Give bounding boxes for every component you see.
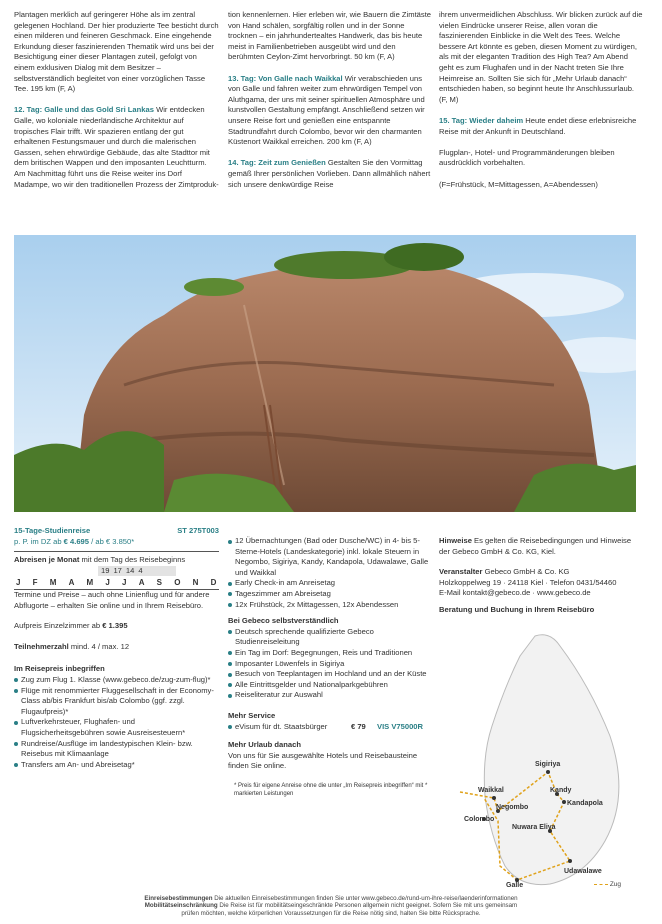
single-price: € 1.395 [102,621,128,631]
footer-line-3: prüfen möchten, welche körperlichen Voraussetzungen für die Reise nötig sind, halten Sie bitte Rücksprache. [181,909,481,917]
hint-text: Es gelten die Reisebedingungen und Hinweise der Gebeco GmbH & Co. KG, Kiel. [439,536,632,556]
itinerary-column-1 [14,10,219,201]
day15-paragraph [439,116,644,137]
list-item: 12x Frühstück, 2x Mittagessen, 12x Abendessen [228,600,433,611]
place-label: Galle [506,882,524,889]
day12-title: 12. Tag: Galle und das Gold Sri Lankas [14,105,154,115]
trip-name: 15-Tage-Studienreise [14,526,91,535]
route-map [440,626,640,889]
price-prefix: p. P. im DZ ab [14,536,64,546]
day12-continued: tion kennenlernen. Hier erleben wir, wie Bauern die Zimtäste von Hand schälen, sorgfältig rollen und in der Sonne trocknen – ein jahrhundertealtes Handwerk, das bis heute meist in Familienbetrieben ausgeübt wird und den berühmten Ceylon-Zimt hervorbringt. 50 km (F, A) [228,10,432,62]
day15-title: 15. Tag: Wieder daheim [439,115,524,125]
visa-text: eVisum für dt. Staatsbürger [235,721,328,731]
day13-paragraph [228,74,433,148]
month: J [16,578,21,588]
island-outline [484,635,619,885]
day14-text: Gestalten Sie den Vormittag gemäß Ihrer persönlichen Vorlieben. Dann allmählich nähert sich unsere denkwürdige Reise [228,158,431,189]
place-label: Nuwara Eliya [512,824,556,831]
list-item: 12 Übernachtungen (Bad oder Dusche/WC) in 4- bis 5-Sterne-Hotels (Landeskategorie) inkl. lokale Steuern in Negombo, Sigiriya, Kandy, Kandapola, Udawalawe, Galle und Waikkal [228,536,433,578]
trip-price [14,537,219,548]
day11-continued: Plantagen merklich auf geringerer Höhe als im zentral gelegenen Hochland. Der hier produzierte Tee besticht durch einen milderen und feineren Geschmack. Eine eingehende Erkundung dieser faszinierenden Thematik wird uns bei der Besichtigung einer dieser Plantagen zuteil, gefolgt von einem exklusiven Dialog mit dem Besitzer – selbstverständlich begleitet von einer vorzüglichen Tasse Tee. 195 km (F, A) [14,10,219,94]
trip-header [14,526,219,537]
footer-notes [0,895,662,917]
list-item: Tageszimmer am Abreisetag [228,589,433,600]
email[interactable]: E-Mail kontakt@gebeco.de · www.gebeco.de [439,588,591,598]
included-title: Im Reisepreis inbegriffen [14,664,105,674]
single-room-surcharge [14,621,219,632]
day14-title: 14. Tag: Zeit zum Genießen [228,158,326,168]
place-label: Kandapola [567,800,603,807]
change-note: Flugplan-, Hotel- und Programmänderungen bleiben ausdrücklich vorbehalten. [439,147,615,168]
list-item: Luftverkehrsteuer, Flughafen- und Flugsicherheitsgebühren sowie Ausreisesteuern* [14,717,219,738]
list-item: Alle Eintrittsgelder und Nationalparkgebühren [228,680,433,691]
marker [546,770,550,774]
visa-price: € 79 [351,721,366,731]
price-value: € 4.695 [63,536,90,546]
place-label: Sigiriya [535,761,561,768]
organizer-label: Veranstalter [439,567,483,577]
list-item: Flüge mit renommierter Fluggesellschaft in der Economy-Class ab/bis Frankfurt bis/ab Colombo (ggf. zzgl. Flugaufpreis)* [14,686,219,718]
map-legend [594,880,621,891]
month: J [105,578,111,588]
month: M [86,578,94,588]
departure-label: Abreisen je Monat [14,555,80,565]
list-item: Deutsch sprechende qualifizierte Gebeco Studienreiseleitung [228,627,433,648]
participants-text: mind. 4 / max. 12 [68,641,130,651]
marker [562,800,566,804]
services-info [228,536,433,798]
footer-label: Einreisebestimmungen [144,895,213,902]
place-label: Colombo [464,816,495,823]
date-item: 17 [113,565,122,575]
date-item: 14 [125,565,135,575]
date-item: 19 [101,565,110,575]
list-item: Ein Tag im Dorf: Begegnungen, Reis und Traditionen [228,648,433,659]
visa-list [228,722,433,733]
trip-code: ST 275T003 [177,526,219,535]
month-row [14,578,219,589]
single-label: Aufpreis Einzelzimmer ab [14,621,103,631]
booking-info [14,526,219,770]
included-list [14,675,219,770]
booking-title: Beratung und Buchung in Ihrem Reisebüro [439,604,595,614]
day12-paragraph [14,105,219,190]
list-item: Zug zum Flug 1. Klasse (www.gebeco.de/zug-zum-flug)* [14,675,219,686]
place-label: Kandy [550,787,572,794]
departures-row [14,551,219,566]
month: N [192,578,199,588]
footer-label: Mobilitätseinschränkung [144,902,218,910]
day12-text: Wir entdecken Galle, wo koloniale niederländische Architektur auf tropisches Flair trifft. Wir spazieren entlang der gut erhaltenen Festungsmauer und durch die malerischen Gassen, sehen ehrwürdige Gebäude, das alte Stadttor mit dem britischen Wappen und den imposanten Leuchtturm. Am Nachmittag führt uns die Reise weiter ins Dorf Madampe, wo wir den traditionellen Prozess der Zimtproduk- [14,105,219,189]
list-item: Early Check-in am Anreisetag [228,578,433,589]
day13-text: Wir verabschieden uns von Galle und fahren weiter zum ehrwürdigen Tempel von Aluthgama, der uns mit seiner spirituellen Atmosphäre und kunstvollen Gestaltung empfängt. Anschließend setzen wir unsere Reise fort und genießen eine entspannte Stadtrundfahrt durch Colombo, bevor wir den charmanten Küstenort Waikkal erreichen. 200 km (F, A) [228,73,425,147]
contact-info [439,536,644,616]
month: J [122,578,127,588]
place-label: Waikkal [478,787,504,794]
hint [439,536,644,557]
included-list-continued [228,536,433,610]
hint-label: Hinweise [439,536,472,545]
month: A [68,578,75,588]
list-item: Reiseliteratur zur Auswahl [228,690,433,701]
itinerary-column-3 [439,10,644,201]
day15-text: Heute endet diese erlebnisreiche Reise mit der Ankunft in Deutschland. [439,115,637,136]
month: A [138,578,145,588]
place-label: Udawalawe [564,868,602,875]
meal-legend: (F=Frühstück, M=Mittagessen, A=Abendessen) [439,179,598,189]
sri-lanka-map [440,626,640,889]
marker [568,859,572,863]
month: O [174,578,181,588]
organizer-text: Gebeco GmbH & Co. KG [482,567,570,577]
date-item: 4 [138,565,143,575]
participants-label: Teilnehmerzahl [14,641,69,651]
departure-text: mit dem Tag des Reisebeginns [79,555,186,565]
list-item: Rundreise/Ausflüge im landestypischen Klein- bzw. Reisebus mit Klimaanlage [14,739,219,760]
day14-continued: ihrem unvermeidlichen Abschluss. Wir blicken zurück auf die vielen Eindrücke unserer Reise, allen voran die faszinierenden Einblicke in die Welt des Tees. Welche bessere Art könnte es geben, diesen Moment zu würdigen, als mit der eleganten Tradition des High Tea? Am Abend geht es zum Flughafen und in der Nacht treten Sie Ihre Heimreise an. Sollten Sie sich für „Mehr Urlaub danach“ entschieden haben, so beginnt heute Ihr Anschlussurlaub. (F, M) [439,10,643,104]
itinerary-column-2 [228,10,433,201]
participants [14,642,219,653]
dates-note: Termine und Preise – auch ohne Linienflug und für andere Abflugorte – erhalten Sie online und in Ihrem Reisebüro. [14,589,219,611]
footer-line-1 [0,895,662,902]
footer-text: Die aktuellen Einreisebestimmungen finden Sie unter www.gebeco.de/rund-um-ihre-reise/laenderinformationen [212,895,518,902]
footer-text: Die Reise ist für mobilitätseingeschränkte Personen allgemein nicht geeignet. Sofern Sie mit uns gemeinsam [217,902,518,910]
legend-label: Zug [609,881,622,888]
visa-row [228,722,433,733]
day14-paragraph [228,158,433,190]
footer-line-2 [0,902,662,909]
visa-code: VIS V75000R [377,721,424,731]
month: M [49,578,57,588]
address: Holzkoppelweg 19 · 24118 Kiel · Telefon 0431/54460 [439,577,617,587]
sigiriya-photo [14,235,636,512]
sigiriya-rock-illustration [14,235,636,512]
day13-title: 13. Tag: Von Galle nach Waikkal [228,73,343,83]
list-item: Transfers am An- und Abreisetag* [14,760,219,771]
organizer [439,567,644,578]
month: D [210,578,217,588]
departure-dates [98,566,176,577]
legend-dash [594,884,608,885]
price-suffix: / ab € 3.850* [89,536,135,546]
list-item: Imposanter Löwenfels in Sigiriya [228,659,433,670]
price-footnote: * Preis für eigene Anreise ohne die unter „Im Reisepreis inbegriffen“ mit * markierten Leistungen [234,782,428,797]
more-holiday-text: Von uns für Sie ausgewählte Hotels und Reisebausteine finden Sie online. [228,750,418,771]
list-item: Besuch von Teeplantagen im Hochland und an der Küste [228,669,433,680]
more-holiday-title: Mehr Urlaub danach [228,740,301,750]
month: S [156,578,163,588]
place-label: Negombo [496,804,529,811]
marker [492,796,496,800]
gebeco-list [228,627,433,701]
more-service-title: Mehr Service [228,710,276,720]
month: F [32,578,39,588]
gebeco-title: Bei Gebeco selbstverständlich [228,616,339,626]
